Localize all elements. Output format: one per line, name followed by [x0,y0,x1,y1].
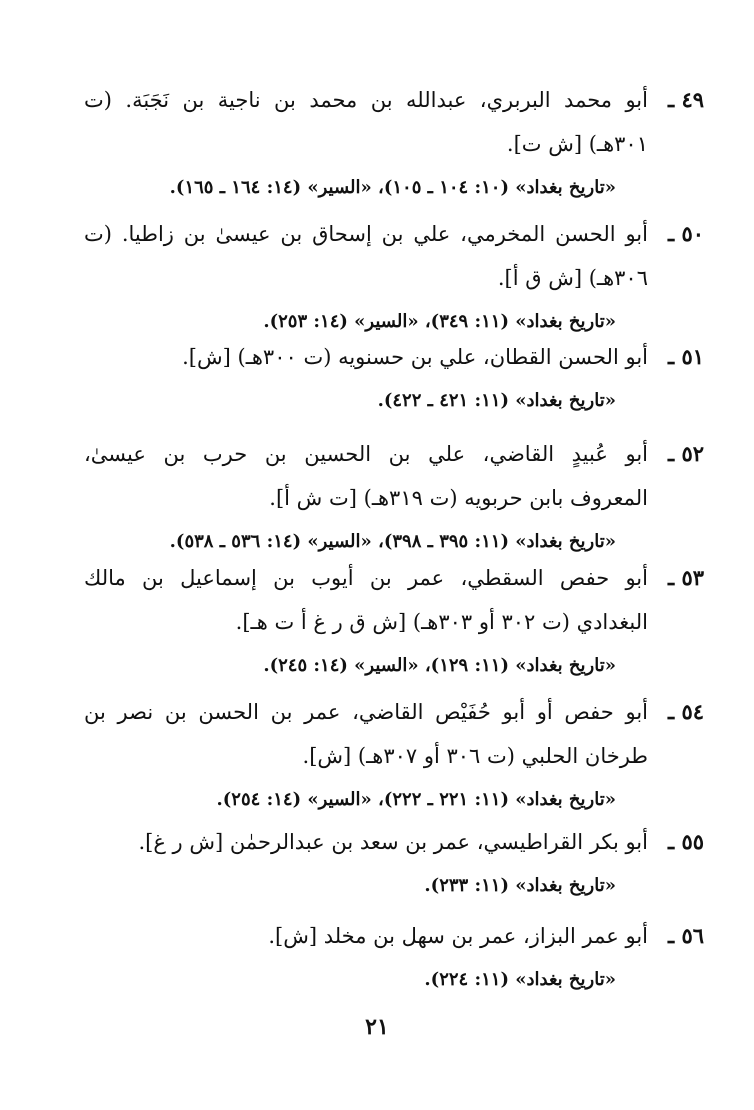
entry-number: ٤٩ ـ [667,87,704,112]
entry-50 [84,212,704,344]
entry-text-line: أبو الحسن المخرمي، علي بن إسحاق بن عيسىٰ بن زاطيا. (ت [84,222,648,246]
entry-reference: «تاريخ بغداد» (١١: ١٢٩)، «السير» (١٤: ٢٤٥). [263,655,616,676]
entry-number: ٥٠ ـ [667,221,704,246]
entry-reference: «تاريخ بغداد» (١١: ٣٤٩)، «السير» (١٤: ٢٥٣). [263,311,616,332]
entry-text-line: طرخان الحلبي (ت ٣٠٦ أو ٣٠٧هـ) [ش]. [302,744,648,768]
entry-text-line: أبو عمر البزاز، عمر بن سهل بن مخلد [ش]. [268,924,648,948]
entry-55 [84,820,704,908]
entry-text-line: أبو محمد البربري، عبدالله بن محمد بن ناجية بن نَجَبَة. (ت [84,88,648,112]
entry-number: ٥٤ ـ [667,699,704,724]
entry-56 [84,914,704,1002]
entry-text-line: أبو حفص أو أبو حُفَيْص القاضي، عمر بن الحسن بن نصر بن [84,700,648,724]
entry-53 [84,556,704,688]
entry-text-line: المعروف بابن حربويه (ت ٣١٩هـ) [ت ش أ]. [269,486,648,510]
entry-reference: «تاريخ بغداد» (١١: ٤٢١ ـ ٤٢٢). [377,390,616,411]
entry-text-line: ٣٠١هـ) [ش ت]. [506,132,648,156]
entry-text-line: أبو بكر القراطيسي، عمر بن سعد بن عبدالرحمٰن [ش ر غ]. [138,830,648,854]
page-number: ٢١ [365,1014,389,1040]
entry-text-line: ٣٠٦هـ) [ش ق أ]. [497,266,648,290]
entry-52 [84,432,704,564]
entry-reference: «تاريخ بغداد» (١١: ٢٣٣). [424,875,616,896]
entry-number: ٥٥ ـ [667,829,704,854]
entry-reference: «تاريخ بغداد» (١١: ٣٩٥ ـ ٣٩٨)، «السير» (١٤: ٥٣٦ ـ ٥٣٨). [169,531,616,552]
entry-text-line: أبو عُبيدٍ القاضي، علي بن الحسين بن حرب بن عيسىٰ، [84,442,648,466]
entry-text-line: أبو الحسن القطان، علي بن حسنويه (ت ٣٠٠هـ) [ش]. [182,345,648,369]
entry-51 [84,335,704,423]
entry-number: ٥١ ـ [667,344,704,369]
entry-reference: «تاريخ بغداد» (١٠: ١٠٤ ـ ١٠٥)، «السير» (١٤: ١٦٤ ـ ١٦٥). [169,177,616,198]
entry-number: ٥٦ ـ [667,923,704,948]
entry-reference: «تاريخ بغداد» (١١: ٢٢١ ـ ٢٢٢)، «السير» (١٤: ٢٥٤). [216,789,616,810]
entry-text-line: أبو حفص السقطي، عمر بن أيوب بن إسماعيل بن مالك [84,566,648,590]
entry-number: ٥٣ ـ [667,565,704,590]
entry-49 [84,78,704,210]
entry-reference: «تاريخ بغداد» (١١: ٢٢٤). [424,969,616,990]
entry-number: ٥٢ ـ [667,441,704,466]
entry-54 [84,690,704,822]
entry-text-line: البغدادي (ت ٣٠٢ أو ٣٠٣هـ) [ش ق ر غ أ ت هـ]. [235,610,648,634]
